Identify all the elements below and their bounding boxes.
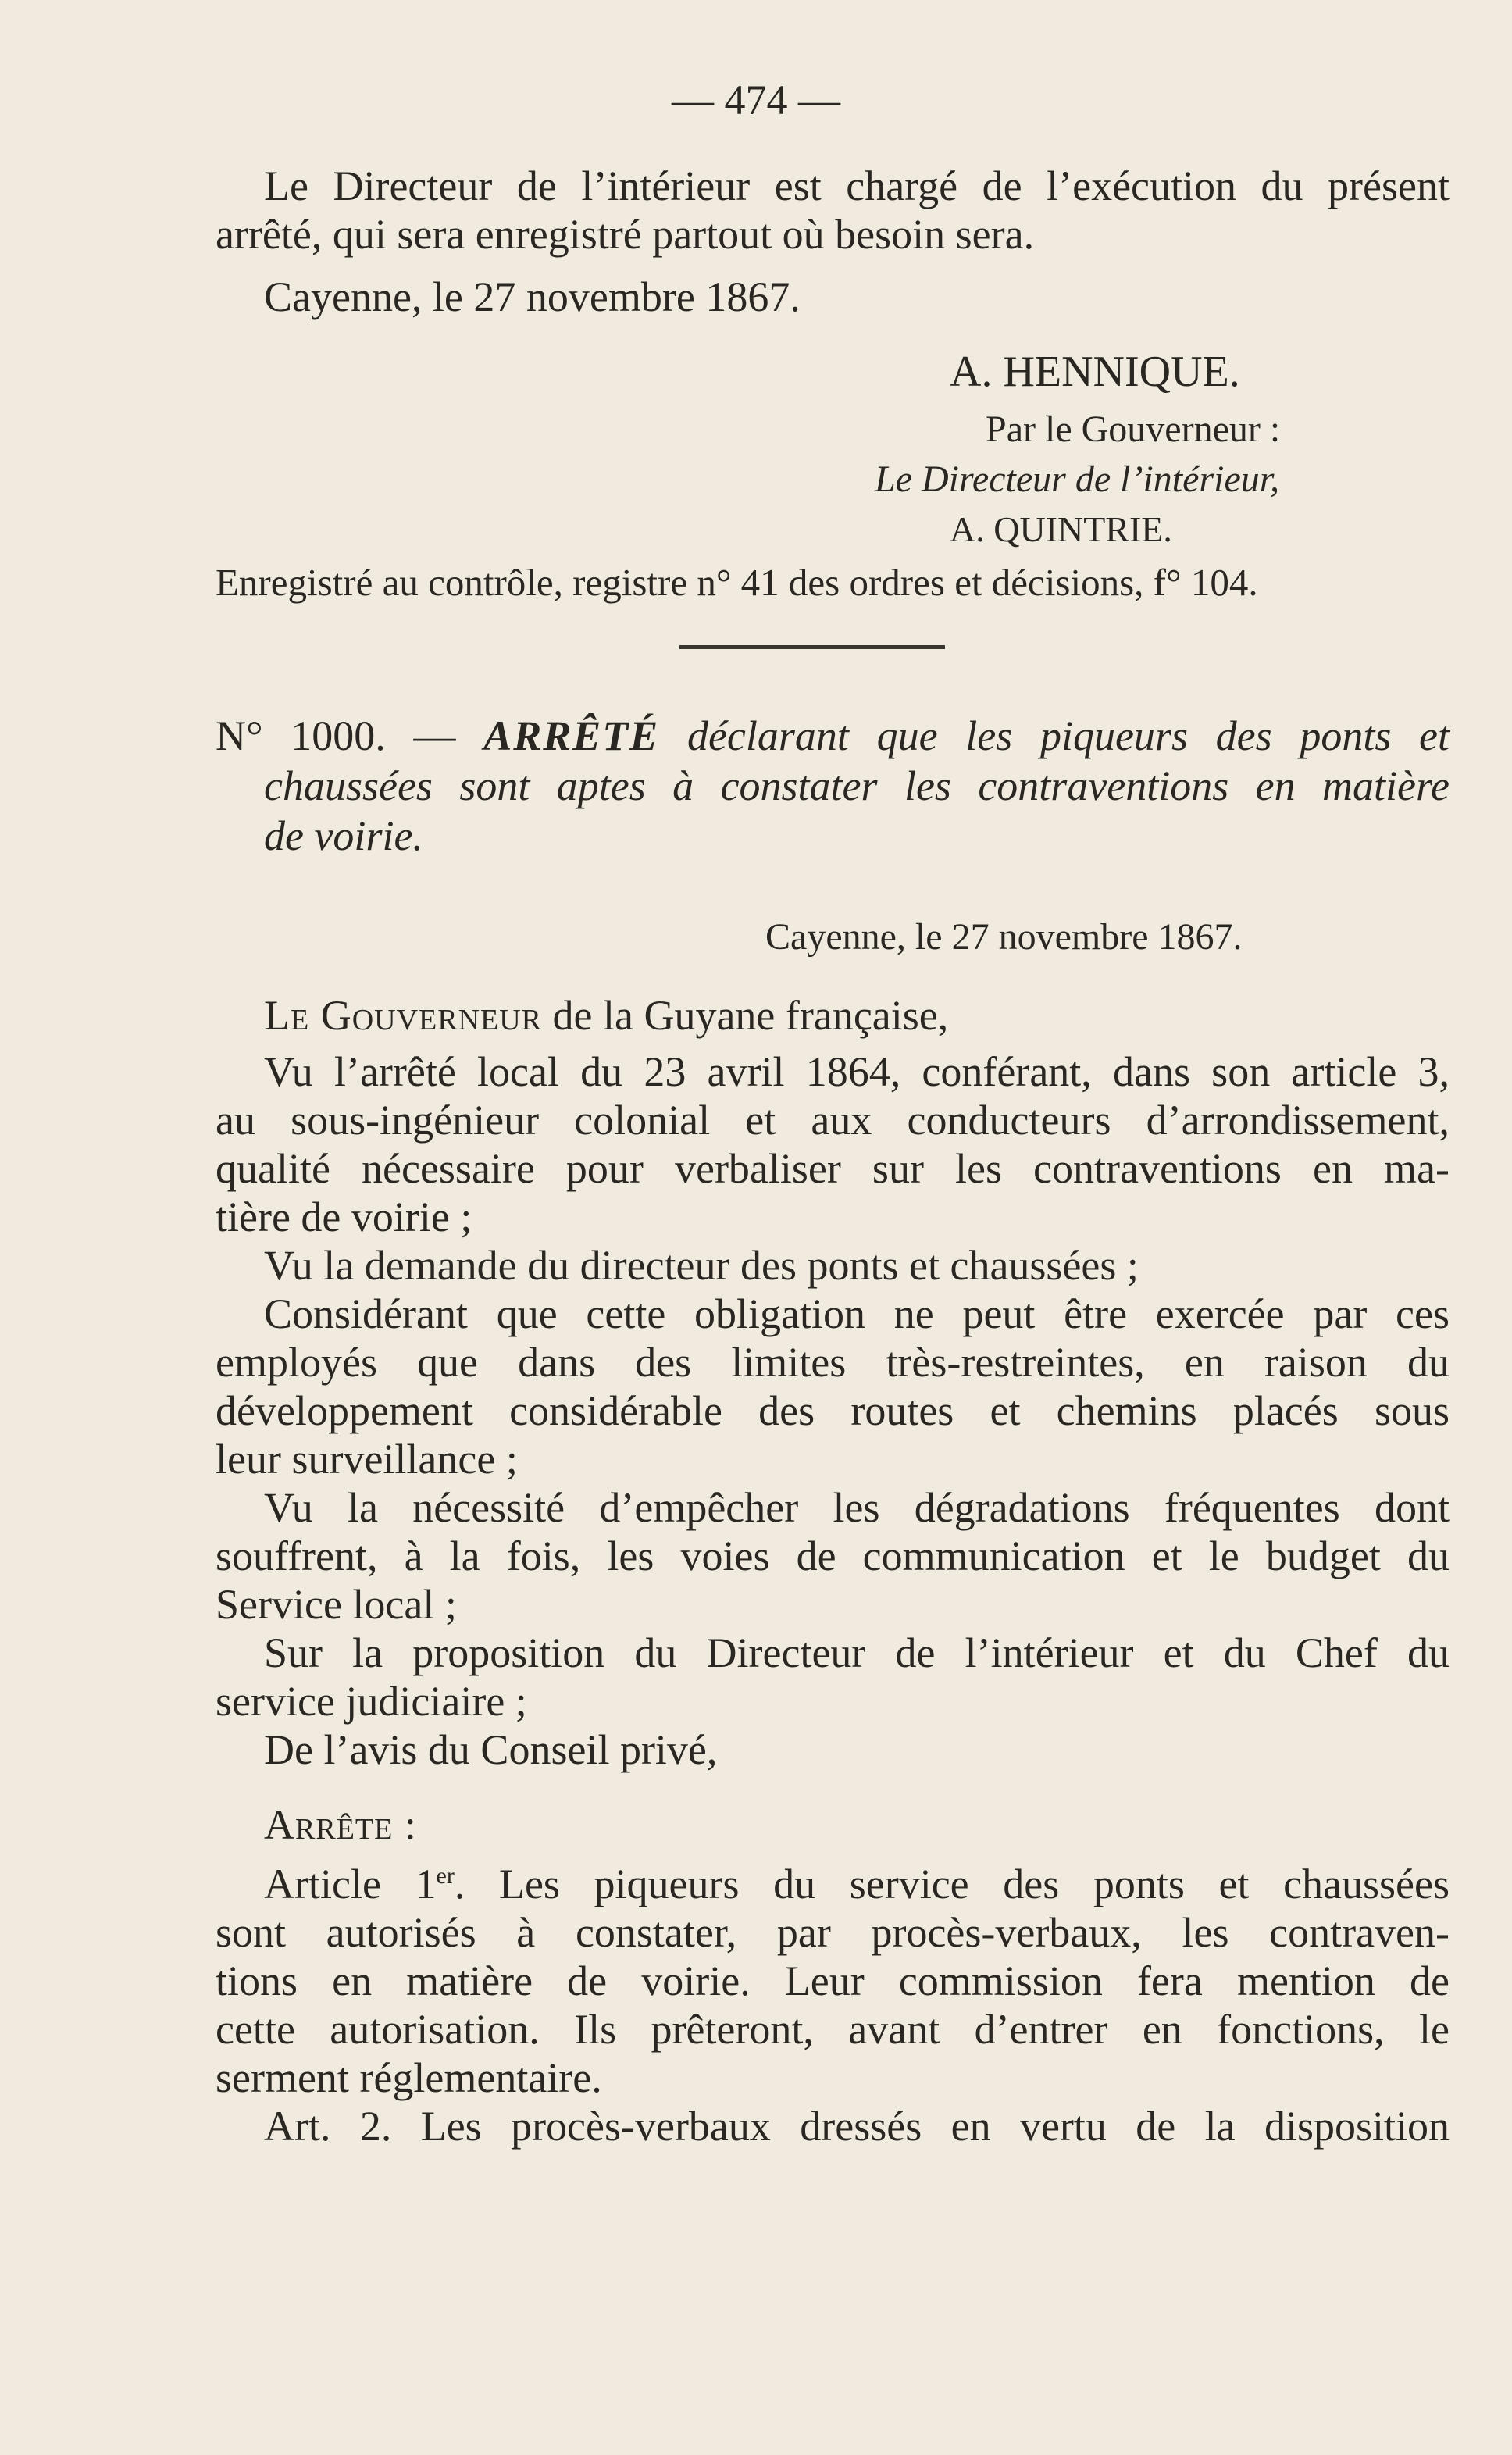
body-line: Vu la demande du directeur des ponts et chaussées ; [264, 1242, 1139, 1289]
separator-rule [679, 645, 945, 649]
decree-title-line: de voirie. [264, 812, 423, 859]
decree-heading [216, 712, 1450, 759]
body-line: tière de voirie ; [216, 1194, 472, 1240]
body-line: Sur la proposition du Directeur de l’intérieur et du Chef du [264, 1629, 1450, 1676]
authority-rest: de la Guyane française, [552, 992, 949, 1039]
body-line: Service local ; [216, 1581, 457, 1628]
page-number: — 474 — [672, 77, 840, 123]
authority-line [264, 992, 948, 1039]
article-1-text: . Les piqueurs du service des ponts et chaussées [454, 1861, 1450, 1907]
body-line: Considérant que cette obligation ne peut être exercée par ces [264, 1290, 1450, 1337]
authority-name: Le Gouverneur [264, 992, 543, 1039]
body-line: leur surveillance ; [216, 1436, 518, 1483]
text-line: Le Directeur de l’intérieur est chargé de l’exécution du présent [264, 162, 1450, 209]
body-line: De l’avis du Conseil privé, [264, 1726, 718, 1773]
article-1-sup: er [436, 1863, 455, 1889]
body-line: Vu l’arrêté local du 23 avril 1864, conférant, dans son article 3, [264, 1048, 1450, 1095]
signature: A. HENNIQUE. [950, 348, 1240, 396]
by-governor: Par le Gouverneur : [986, 409, 1281, 450]
place-date: Cayenne, le 27 novembre 1867. [264, 273, 801, 320]
article-1-label: Article 1 [264, 1861, 437, 1907]
body-line: Vu la nécessité d’empêcher les dégradations fréquentes dont [264, 1484, 1450, 1531]
article-1-first-line [264, 1861, 1450, 1907]
decree-number: N° 1000. — [216, 712, 456, 759]
director-name: A. QUINTRIE. [950, 509, 1172, 549]
decree-title-line: chaussées sont aptes à constater les contraventions en matière [264, 762, 1450, 809]
body-line: employés que dans des limites très-restreintes, en raison du [216, 1339, 1450, 1386]
article-1-line: tions en matière de voirie. Leur commission fera mention de [216, 1957, 1450, 2004]
decides-heading: Arrête : [264, 1801, 417, 1848]
text-line: arrêté, qui sera enregistré partout où besoin sera. [216, 211, 1035, 258]
decree-place-date: Cayenne, le 27 novembre 1867. [765, 916, 1243, 958]
body-line: souffrent, à la fois, les voies de communication et le budget du [216, 1533, 1450, 1579]
article-1-last-line: serment réglementaire. [216, 2054, 602, 2101]
article-2-line: Art. 2. Les procès-verbaux dressés en vertu de la disposition [264, 2103, 1450, 2150]
article-1-line: sont autorisés à constater, par procès-verbaux, les contraven- [216, 1909, 1450, 1956]
decree-title-word: ARRÊTÉ [483, 712, 660, 759]
body-line: au sous-ingénieur colonial et aux conducteurs d’arrondissement, [216, 1097, 1450, 1144]
registration-note: Enregistré au contrôle, registre n° 41 des ordres et décisions, f° 104. [216, 561, 1258, 604]
director-title: Le Directeur de l’intérieur, [875, 459, 1280, 500]
article-1-line: cette autorisation. Ils prêteront, avant d’entrer en fonctions, le [216, 2006, 1450, 2053]
body-line: service judiciaire ; [216, 1678, 527, 1725]
decree-title-text: déclarant que les piqueurs des ponts et [686, 712, 1450, 759]
body-line: qualité nécessaire pour verbaliser sur les contraventions en ma- [216, 1145, 1450, 1192]
body-line: développement considérable des routes et chemins placés sous [216, 1387, 1450, 1434]
